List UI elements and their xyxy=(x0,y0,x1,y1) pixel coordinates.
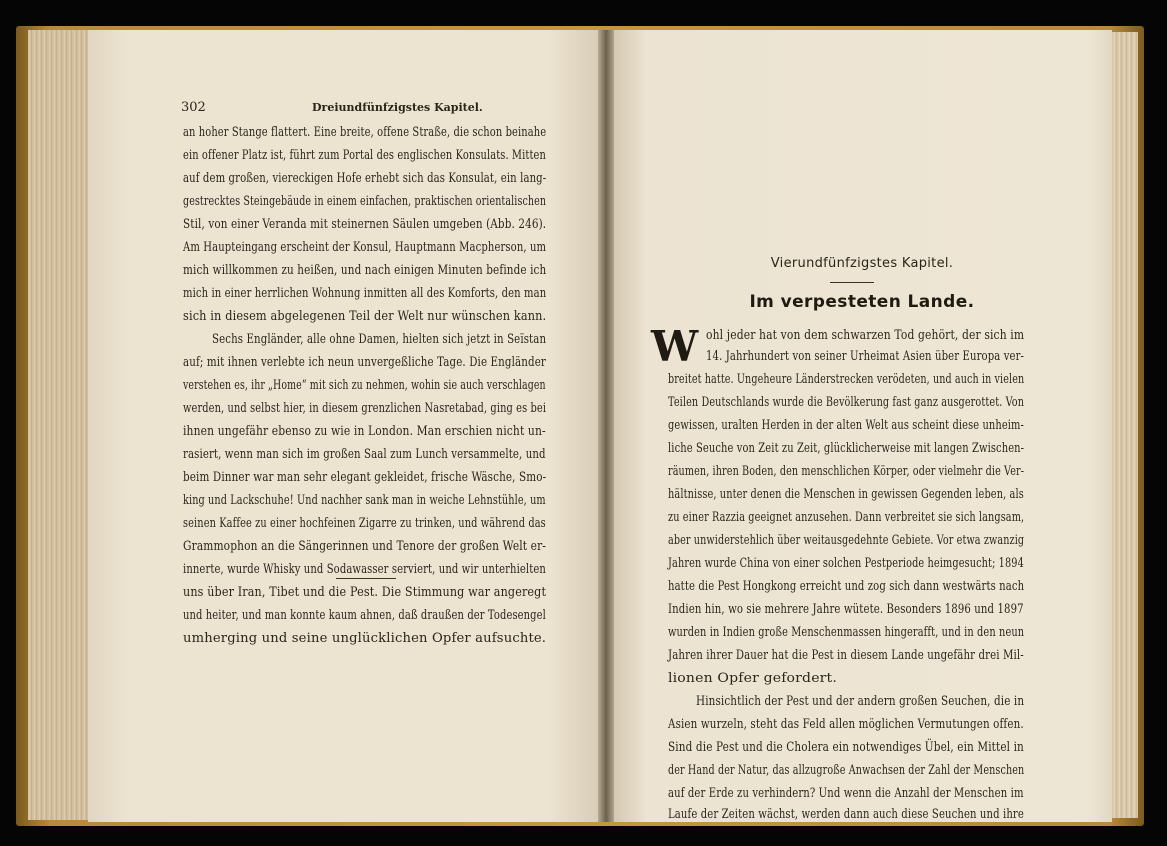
text-line: Sind die Pest und die Cholera ein notwendiges Übel, ein Mittel in xyxy=(668,740,1024,755)
text-line: beim Dinner war man sehr elegant gekleidet, frische Wäsche, Smo- xyxy=(183,470,547,485)
text-line: mich in einer herrlichen Wohnung inmitten all des Komforts, den man xyxy=(183,286,547,301)
text-line: umherging und seine unglücklichen Opfer aufsuchte. xyxy=(183,631,547,646)
running-head: Dreiundfünfzigstes Kapitel. xyxy=(312,101,483,114)
text-line: 14. Jahrhundert von seiner Urheimat Asien über Europa ver- xyxy=(706,349,1025,364)
text-line: werden, und selbst hier, in diesem grenzlichen Nasretabad, ging es bei xyxy=(183,401,547,416)
chapter-rule xyxy=(830,282,874,283)
text-line: und heiter, und man konnte kaum ahnen, daß draußen der Todesengel xyxy=(183,608,546,623)
text-line: auf; mit ihnen verlebte ich neun unvergeßliche Tage. Die Engländer xyxy=(183,355,546,370)
text-line: hatte die Pest Hongkong erreicht und zog sich dann westwärts nach xyxy=(668,579,1025,594)
text-line: Grammophon an die Sängerinnen und Tenore der großen Welt er- xyxy=(183,539,546,554)
text-line: aber unwiderstehlich über weitausgedehnte Gebiete. Vor etwa zwanzig xyxy=(668,533,1025,548)
text-line: ohl jeder hat von dem schwarzen Tod gehört, der sich im xyxy=(706,328,1025,343)
text-line: verstehen es, ihr „Home“ mit sich zu nehmen, wohin sie auch verschlagen xyxy=(183,378,546,393)
text-line: zu einer Razzia geeignet anzusehen. Dann verbreitet sie sich langsam, xyxy=(668,510,1025,525)
text-line: innerte, wurde Whisky und Sodawasser serviert, und wir unterhielten xyxy=(183,562,546,577)
text-line: ein offener Platz ist, führt zum Portal des englischen Konsulats. Mitten xyxy=(183,148,546,163)
text-line: Sechs Engländer, alle ohne Damen, hielten sich jetzt in Seïstan xyxy=(212,332,547,347)
text-line: king und Lackschuhe! Und nachher sank man in weiche Lehnstühle, um xyxy=(183,493,546,508)
text-line: Teilen Deutschlands wurde die Bevölkerung fast ganz ausgerottet. Von xyxy=(668,395,1025,410)
text-line: rasiert, wenn man sich im großen Saal zum Lunch versammelte, und xyxy=(183,447,546,462)
chapter-title: Im verpesteten Lande. xyxy=(749,292,975,312)
text-line: uns über Iran, Tibet und die Pest. Die Stimmung war angeregt xyxy=(183,585,547,600)
text-line: ihnen ungefähr ebenso zu wie in London. Man erschien nicht un- xyxy=(183,424,546,439)
text-line: Jahren ihrer Dauer hat die Pest in diesem Lande ungefähr drei Mil- xyxy=(668,648,1024,663)
text-line: Asien wurzeln, steht das Feld allen möglichen Vermutungen offen. xyxy=(668,717,1024,732)
text-line: Jahren wurde China von einer solchen Pestperiode heimgesucht; 1894 xyxy=(668,556,1024,571)
text-line: hältnisse, unter denen die Menschen in gewissen Gegenden leben, als xyxy=(668,487,1024,502)
text-line: breitet hatte. Ungeheure Länderstrecken verödeten, und auch in vielen xyxy=(668,372,1025,387)
text-line: gewissen, uralten Herden in der alten Welt aus scheint diese unheim- xyxy=(668,418,1024,433)
chapter-label: Vierundfünfzigstes Kapitel. xyxy=(770,256,954,271)
text-line: der Hand der Natur, das allzugroße Anwachsen der Zahl der Menschen xyxy=(668,763,1025,778)
text-line: wurden in Indien große Menschenmassen hingerafft, und in den neun xyxy=(668,625,1025,640)
text-line: gestrecktes Steingebäude in einem einfachen, praktischen orientalischen xyxy=(183,194,547,209)
page-edges-left xyxy=(28,30,90,820)
text-line: Hinsichtlich der Pest und der andern großen Seuchen, die in xyxy=(696,694,1025,709)
text-line: Stil, von einer Veranda mit steinernen Säulen umgeben (Abb. 246). xyxy=(183,217,547,232)
text-line: Am Haupteingang erscheint der Konsul, Hauptmann Macpherson, um xyxy=(183,240,547,255)
text-line: Indien hin, wo sie mehrere Jahre wütete. Besonders 1896 und 1897 xyxy=(668,602,1024,617)
text-line: mich willkommen zu heißen, und nach einigen Minuten befinde ich xyxy=(183,263,547,278)
text-line: liche Seuche von Zeit zu Zeit, glücklicherweise mit langen Zwischen- xyxy=(668,441,1025,456)
drop-cap: W xyxy=(651,322,699,371)
text-line: an hoher Stange flattert. Eine breite, offene Straße, die schon beinahe xyxy=(183,125,547,140)
page-number: 302 xyxy=(181,100,206,115)
page-edges-right xyxy=(1108,32,1138,818)
text-line: räumen, ihren Boden, den menschlichen Körper, oder vielmehr die Ver- xyxy=(668,464,1025,479)
text-line: lionen Opfer gefordert. xyxy=(668,671,837,686)
book-gutter xyxy=(598,30,614,822)
text-line: seinen Kaffee zu einer hochfeinen Zigarre zu trinken, und während das xyxy=(183,516,546,531)
text-line: auf dem großen, viereckigen Hofe erhebt sich das Konsulat, ein lang- xyxy=(183,171,547,186)
text-line: sich in diesem abgelegenen Teil der Welt nur wünschen kann. xyxy=(183,309,547,324)
text-line: Laufe der Zeiten wächst, werden dann auch diese Seuchen und ihre xyxy=(668,807,1024,822)
section-divider xyxy=(336,578,396,579)
text-line: auf der Erde zu verhindern? Und wenn die Anzahl der Menschen im xyxy=(668,786,1024,801)
